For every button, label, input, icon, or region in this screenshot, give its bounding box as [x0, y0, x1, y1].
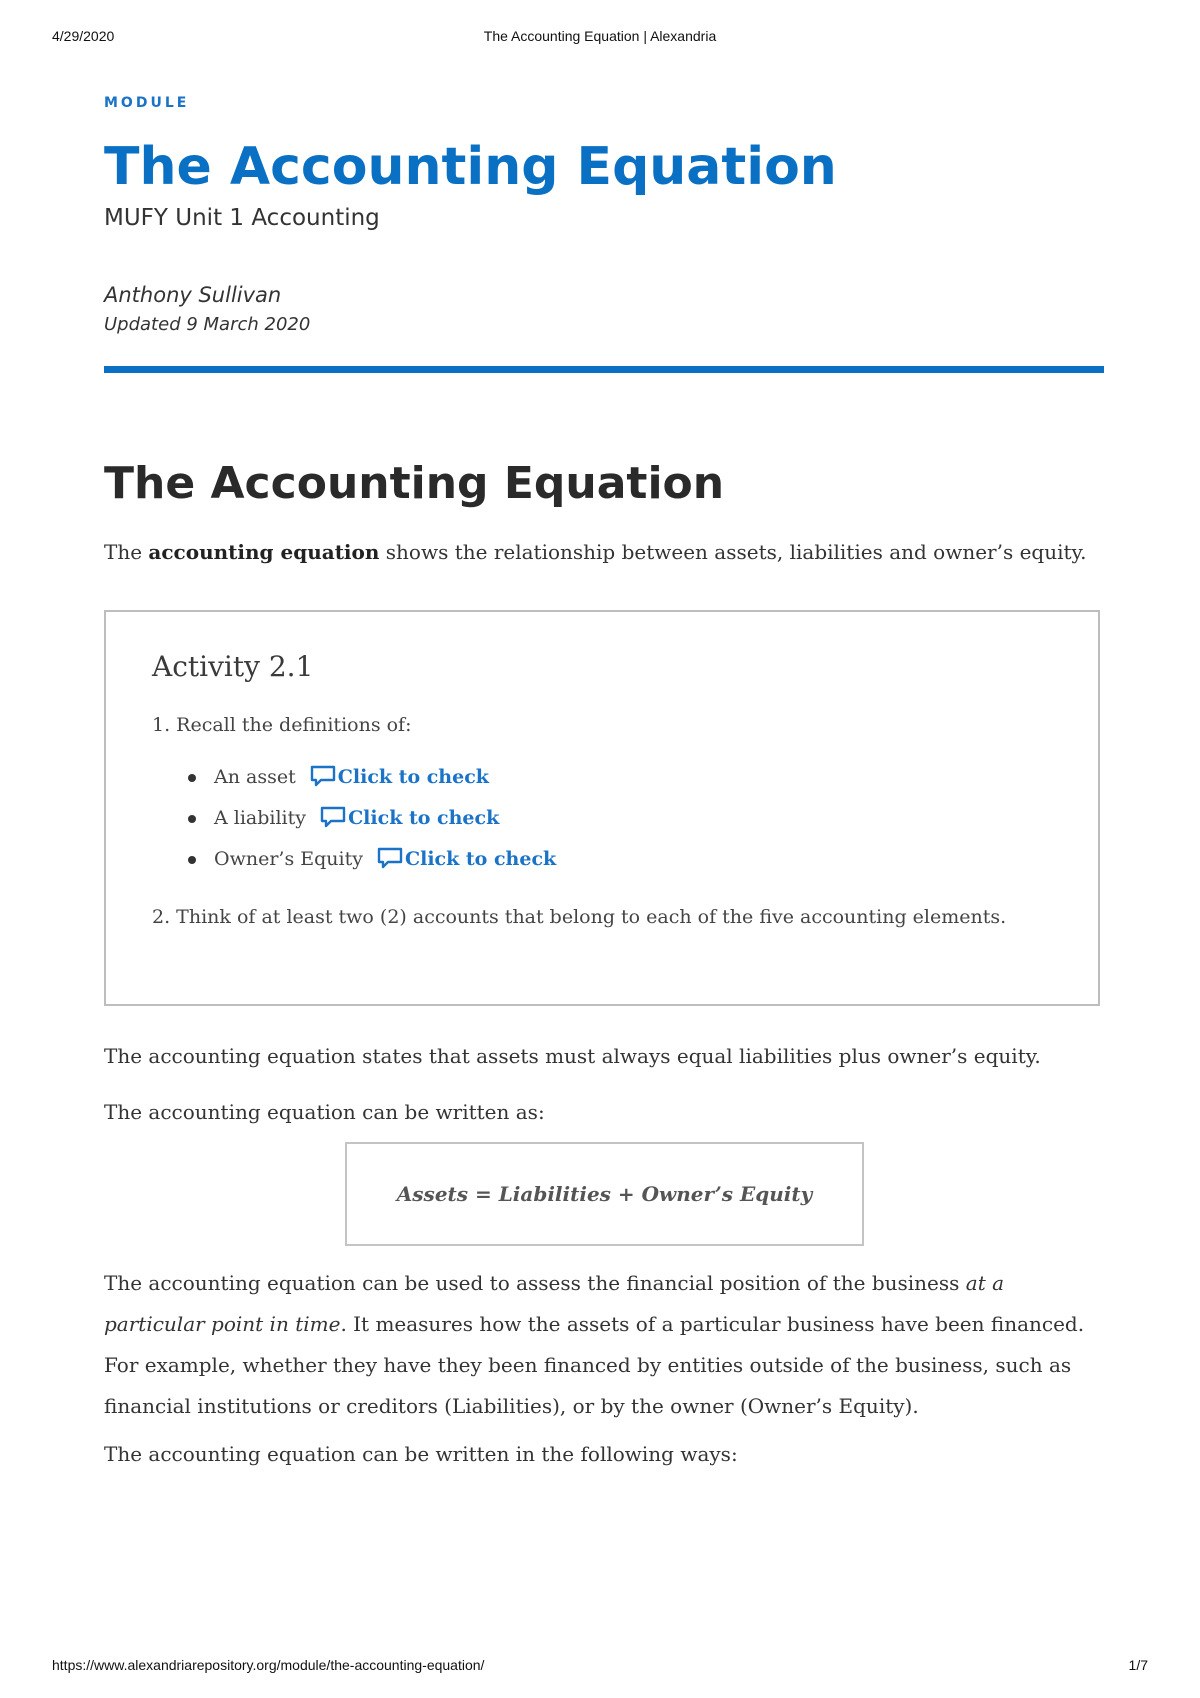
bullet-icon [188, 774, 196, 782]
equation-text: Assets = Liabilities + Owner’s Equity [396, 1182, 813, 1206]
click-to-check-link[interactable] [312, 807, 499, 829]
states-paragraph: The accounting equation states that assets must always equal liabilities plus owner’s equity. [104, 1044, 1041, 1068]
module-label: MODULE [104, 95, 190, 111]
click-to-check-label: Click to check [337, 766, 489, 788]
definition-list [152, 757, 556, 880]
click-to-check-link[interactable] [369, 848, 556, 870]
page-number: 1/7 [1128, 1657, 1148, 1673]
module-subtitle: MUFY Unit 1 Accounting [104, 205, 380, 231]
assess-part-1: The accounting equation can be used to assess the financial position of the business [104, 1271, 966, 1295]
assess-paragraph [104, 1263, 1104, 1427]
header-divider [104, 366, 1104, 373]
bullet-icon [188, 856, 196, 864]
list-item [152, 839, 556, 880]
print-date: 4/29/2020 [52, 28, 115, 44]
click-to-check-label: Click to check [348, 807, 500, 829]
updated-date: Updated 9 March 2020 [104, 314, 311, 335]
following-ways-paragraph: The accounting equation can be written in the following ways: [104, 1442, 738, 1466]
list-item [152, 798, 556, 839]
section-heading: The Accounting Equation [104, 458, 725, 509]
intro-paragraph [104, 532, 1104, 573]
list-item [152, 757, 556, 798]
print-title: The Accounting Equation | Alexandria [483, 28, 717, 44]
definition-label: Owner’s Equity [214, 848, 363, 870]
author-name: Anthony Sullivan [104, 283, 282, 307]
click-to-check-label: Click to check [405, 848, 557, 870]
activity-step-1: 1. Recall the definitions of: [152, 714, 412, 736]
definition-label: An asset [214, 766, 296, 788]
speech-bubble-icon [310, 765, 336, 787]
intro-suffix: shows the relationship between assets, liabilities and owner’s equity. [379, 540, 1087, 564]
click-to-check-link[interactable] [302, 766, 489, 788]
print-footer [52, 1657, 1148, 1677]
assess-part-2: . It measures how the assets of a particular business have been financed. For example, whether they have they been financed by entities outside of the business, such as financial institutions or creditors (Liabilities), or by the owner (Owner’s Equity). [104, 1312, 1085, 1418]
written-as-paragraph: The accounting equation can be written as: [104, 1100, 545, 1124]
intro-bold-term: accounting equation [148, 540, 380, 564]
bullet-icon [188, 815, 196, 823]
activity-box [104, 610, 1100, 1006]
page-title: The Accounting Equation [104, 137, 837, 197]
speech-bubble-icon [377, 847, 403, 869]
definition-label: A liability [214, 807, 307, 829]
assess-italic: at a particular point in time [104, 1271, 1005, 1336]
activity-title: Activity 2.1 [152, 650, 314, 683]
print-header [52, 28, 1148, 48]
speech-bubble-icon [320, 806, 346, 828]
intro-prefix: The [104, 540, 149, 564]
equation-box [345, 1142, 864, 1246]
print-url: https://www.alexandriarepository.org/module/the-accounting-equation/ [52, 1657, 485, 1673]
activity-step-2: 2. Think of at least two (2) accounts that belong to each of the five accounting elements. [152, 906, 1007, 928]
